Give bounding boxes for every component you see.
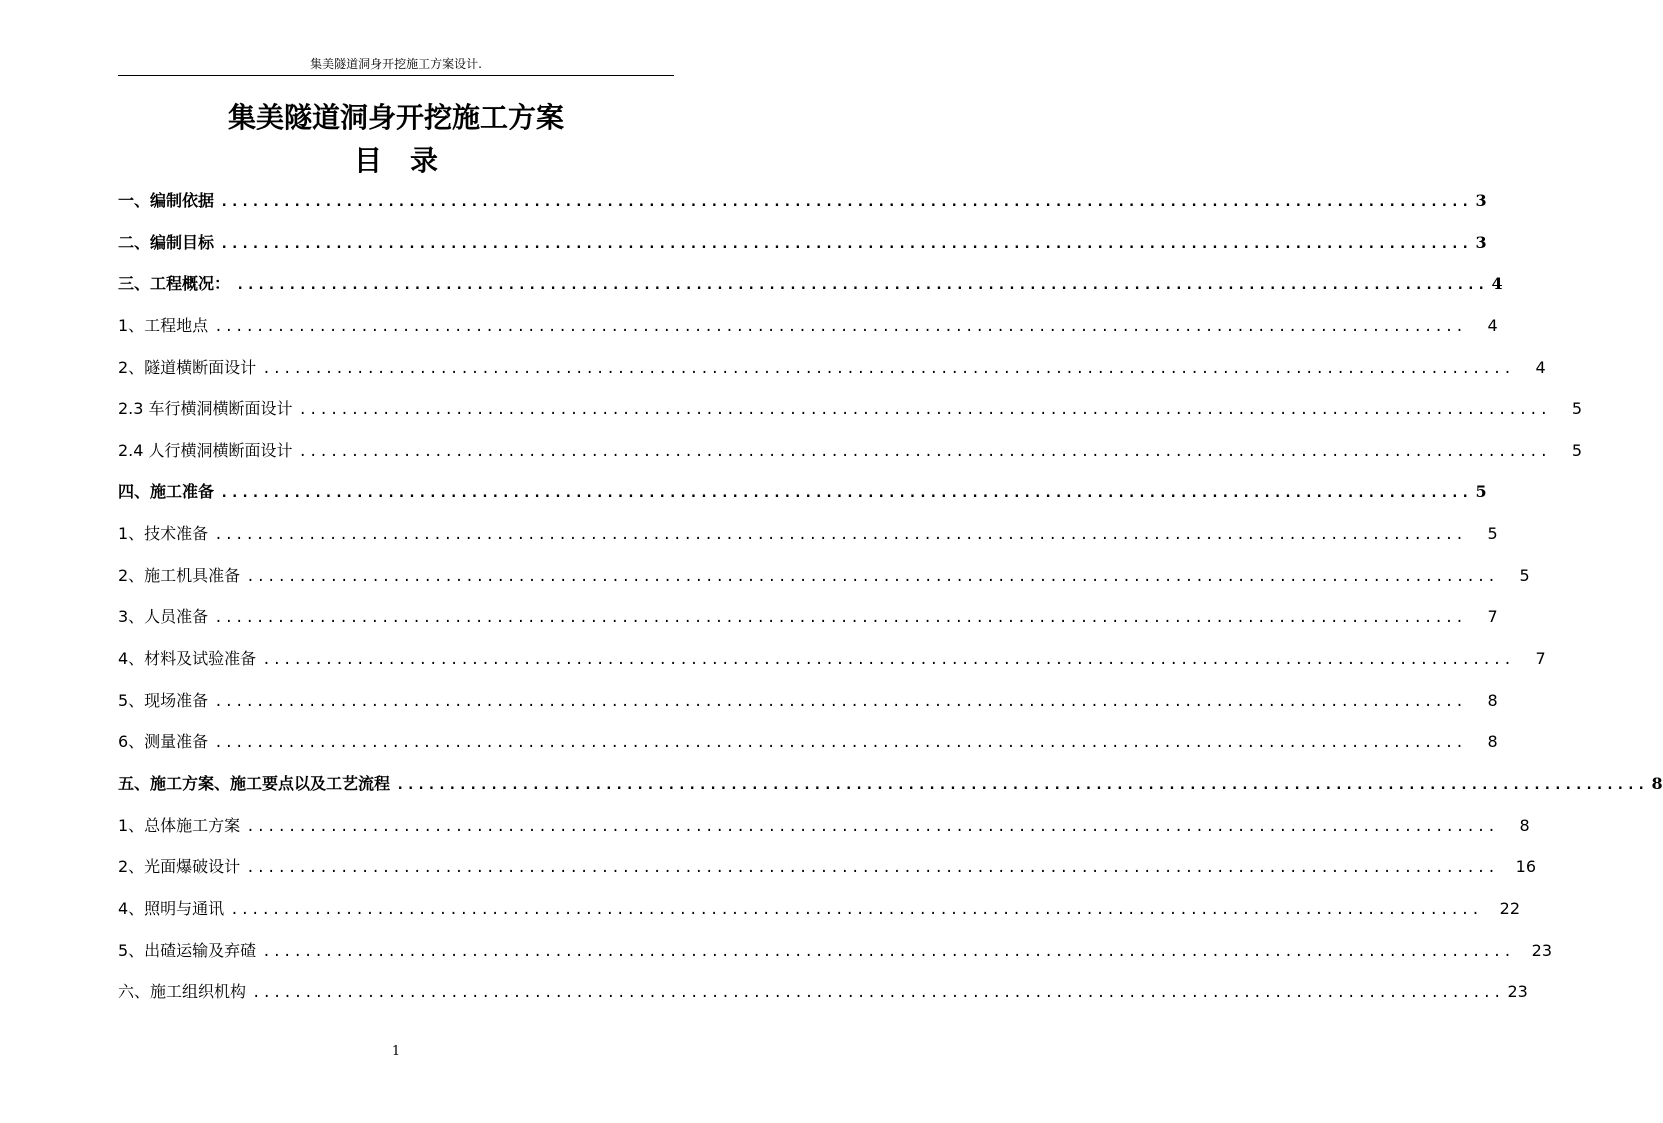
toc-entry-label: 5、出碴运输及弃碴 <box>118 940 257 960</box>
toc-leader-dots: ........................................................................................................................ <box>396 776 1648 793</box>
toc-entry[interactable] <box>118 940 1552 982</box>
toc-entry-page: 7 <box>1535 649 1546 669</box>
toc-leader-dots: ........................................................................................................................ <box>246 818 1498 835</box>
toc-entry-label: 2、光面爆破设计 <box>118 857 241 877</box>
toc-entry-page: 5 <box>1519 565 1530 585</box>
toc-entry-page: 3 <box>1475 191 1487 210</box>
toc-entry[interactable] <box>118 773 1663 815</box>
toc-entry-label: 1、总体施工方案 <box>118 815 241 835</box>
toc-entry-label: 1、技术准备 <box>118 524 209 544</box>
toc-entry[interactable] <box>118 273 1503 315</box>
toc-entry-page: 5 <box>1571 440 1582 460</box>
toc-leader-dots: ........................................................................................................................ <box>246 568 1498 585</box>
document-title: 集美隧道洞身开挖施工方案 <box>227 101 564 134</box>
toc-entry[interactable] <box>118 440 1582 482</box>
toc-leader-dots: ........................................................................................................................ <box>236 277 1488 294</box>
toc-entry[interactable] <box>118 731 1498 773</box>
toc-leader-dots: ........................................................................................................................ <box>214 610 1466 627</box>
toc-entry-page: 8 <box>1487 732 1498 752</box>
toc-leader-dots: ........................................................................................................................ <box>262 360 1514 377</box>
toc-entry-page: 8 <box>1487 690 1498 710</box>
toc-leader-dots: ........................................................................................................................ <box>298 402 1550 419</box>
toc-leader-dots: ........................................................................................................................ <box>214 318 1466 335</box>
toc-entry-page: 4 <box>1491 274 1503 294</box>
toc-entry[interactable] <box>118 523 1498 565</box>
toc-entry-page: 23 <box>1531 940 1552 960</box>
toc-entry-page: 16 <box>1515 857 1536 877</box>
header-rule <box>118 75 674 76</box>
toc-entry-page: 4 <box>1487 315 1498 335</box>
toc-entry-page: 3 <box>1475 232 1487 252</box>
toc-entry-label: 六、施工组织机构 <box>118 982 247 1002</box>
toc-entry-label: 1、工程地点 <box>118 315 209 335</box>
toc-entry-label: 四、施工准备 <box>118 482 215 502</box>
toc-entry-label: 2.4 人行横洞横断面设计 <box>118 440 293 460</box>
toc-entry-label: 2.3 车行横洞横断面设计 <box>118 399 293 419</box>
toc-entry[interactable] <box>118 398 1582 440</box>
toc-entry[interactable] <box>118 898 1520 940</box>
toc-entry[interactable] <box>118 690 1498 732</box>
toc-leader-dots: ........................................................................................................................ <box>246 860 1498 877</box>
page-number: 1 <box>391 1044 401 1059</box>
toc-entry[interactable] <box>118 648 1546 690</box>
toc-entry[interactable] <box>118 856 1536 898</box>
toc-leader-dots: ........................................................................................................................ <box>262 943 1514 960</box>
toc-leader-dots: ........................................................................................................................ <box>262 652 1514 669</box>
toc-leader-dots: ........................................................................................................................ <box>252 985 1504 1002</box>
toc-entry-label: 二、编制目标 <box>118 232 215 252</box>
toc-entry[interactable] <box>118 815 1530 857</box>
toc-entry-page: 4 <box>1535 357 1546 377</box>
toc-leader-dots: ........................................................................................................................ <box>230 901 1482 918</box>
toc-entry-page: 5 <box>1571 399 1582 419</box>
toc-entry-label: 2、隧道横断面设计 <box>118 357 257 377</box>
toc-entry-label: 4、照明与通讯 <box>118 898 225 918</box>
toc-entry-label: 5、现场准备 <box>118 690 209 710</box>
toc-entry-label: 2、施工机具准备 <box>118 565 241 585</box>
table-of-contents <box>118 190 1663 1023</box>
toc-entry-page: 7 <box>1487 607 1498 627</box>
toc-heading: 目录 <box>353 144 466 177</box>
toc-entry[interactable] <box>118 981 1528 1023</box>
toc-entry[interactable] <box>118 606 1498 648</box>
toc-leader-dots: ........................................................................................................................ <box>298 443 1550 460</box>
toc-leader-dots: ........................................................................................................................ <box>214 735 1466 752</box>
toc-entry-label: 3、人员准备 <box>118 607 209 627</box>
toc-entry[interactable] <box>118 315 1498 357</box>
toc-entry-page: 8 <box>1519 815 1530 835</box>
toc-entry-label: 三、工程概况： <box>118 274 231 294</box>
toc-entry-label: 4、材料及试验准备 <box>118 649 257 669</box>
toc-entry-label: 一、编制依据 <box>118 191 215 210</box>
toc-entry-page: 5 <box>1487 524 1498 544</box>
toc-entry[interactable] <box>118 481 1487 523</box>
toc-entry[interactable] <box>118 232 1487 274</box>
toc-entry-page: 5 <box>1475 482 1487 502</box>
toc-entry-page: 8 <box>1651 773 1663 793</box>
toc-entry-page: 22 <box>1499 898 1520 918</box>
toc-entry[interactable] <box>118 190 1487 232</box>
toc-entry[interactable] <box>118 357 1546 399</box>
running-header: 集美隧道洞身开挖施工方案设计. <box>310 57 482 71</box>
toc-leader-dots: ........................................................................................................................ <box>214 693 1466 710</box>
toc-leader-dots: ........................................................................................................................ <box>220 194 1472 210</box>
toc-entry-page: 23 <box>1507 982 1528 1002</box>
toc-leader-dots: ........................................................................................................................ <box>220 235 1472 252</box>
toc-entry[interactable] <box>118 565 1530 607</box>
toc-entry-label: 6、测量准备 <box>118 732 209 752</box>
toc-entry-label: 五、施工方案、施工要点以及工艺流程 <box>118 773 391 793</box>
toc-leader-dots: ........................................................................................................................ <box>214 527 1466 544</box>
toc-leader-dots: ........................................................................................................................ <box>220 485 1472 502</box>
